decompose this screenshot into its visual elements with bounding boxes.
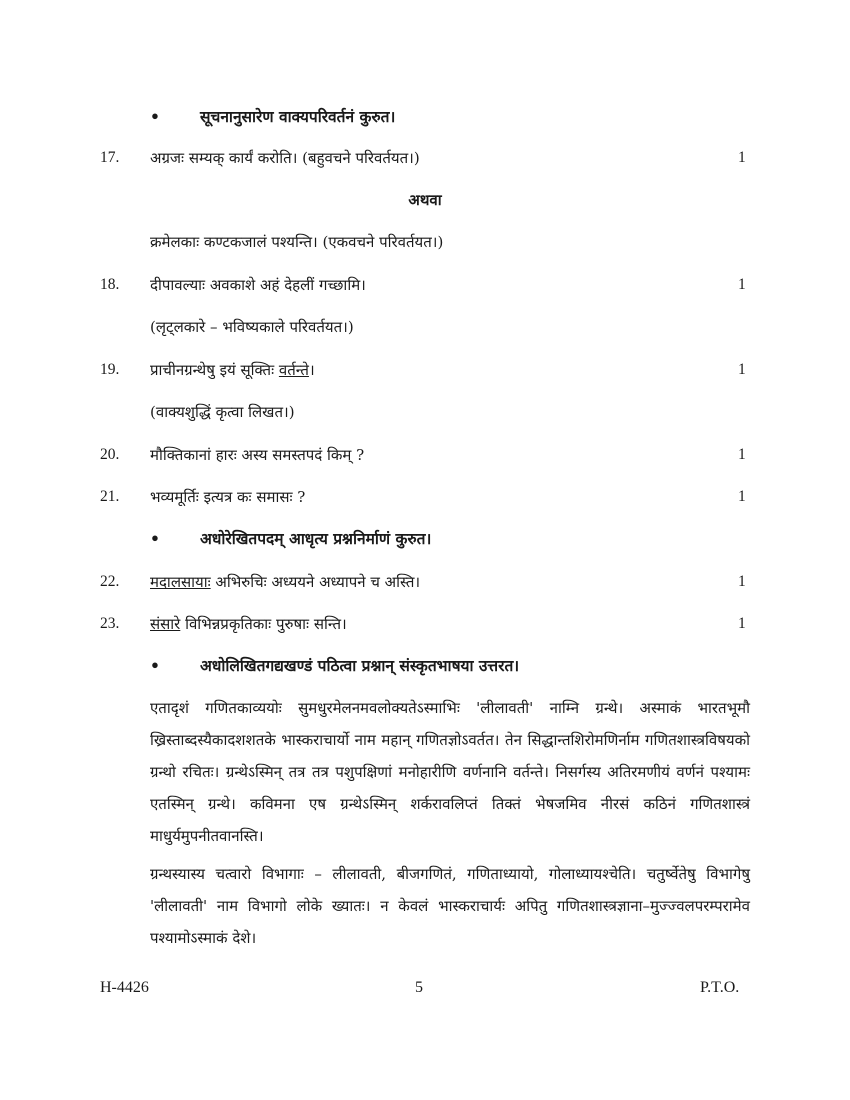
- question-marks: 1: [738, 276, 746, 293]
- bullet-icon: •: [150, 107, 160, 126]
- question-number: 21.: [100, 488, 120, 505]
- instruction-change-voice: [150, 107, 395, 127]
- bullet-icon: •: [150, 656, 160, 675]
- question-text: भव्यमूर्तिः इत्यत्र कः समासः ?: [150, 488, 306, 506]
- question-text-alternative: क्रमेलकाः कण्टकजालं पश्यन्ति। (एकवचने परिवर्तयत।): [150, 233, 444, 251]
- question-marks: 1: [738, 573, 746, 590]
- question-marks: 1: [738, 361, 746, 378]
- or-label: अथवा: [408, 191, 442, 209]
- instruction-text: अधोरेखितपदम् आधृत्य प्रश्ननिर्माणं कुरुत।: [200, 529, 432, 548]
- question-text: [150, 360, 315, 380]
- passage-paragraph-2: ग्रन्थस्यास्य चत्वारो विभागाः – लीलावती, बीजगणितं, गणिताध्यायो, गोलाध्यायश्चेति। चतुर्ष्वेतेषु विभागेषु 'लीलावती' नाम विभागो लोके ख्यातः। न केवलं भास्कराचार्यः अपितु गणितशास्त्रज्ञाना–मुज्ज्वलपरम्परामेव पश्यामोऽस्माकं देशे।: [150, 865, 750, 947]
- underlined-word: वर्तन्ते: [278, 361, 309, 379]
- instruction-make-questions: [150, 529, 431, 549]
- question-text: दीपावल्याः अवकाशे अहं देहलीं गच्छामि।: [150, 276, 366, 294]
- page-number: 5: [415, 979, 423, 996]
- question-text: [150, 572, 420, 592]
- passage: [150, 692, 750, 954]
- question-text: [150, 614, 347, 634]
- question-text-part: ।: [308, 361, 315, 379]
- please-turn-over: P.T.O.: [700, 979, 740, 996]
- underlined-word: संसारे: [150, 615, 181, 633]
- paper-code: H-4426: [100, 979, 149, 996]
- question-text: मौक्तिकानां हारः अस्य समस्तपदं किम् ?: [150, 446, 365, 464]
- question-text-part: अभिरुचिः अध्ययने अध्यापने च अस्ति।: [210, 573, 421, 591]
- question-marks: 1: [738, 488, 746, 505]
- passage-paragraph-1: एतादृशं गणितकाव्ययोः सुमधुरमेलनमवलोक्यतेऽस्माभिः 'लीलावती' नाम्नि ग्रन्थे। अस्माकं भारतभूमौ ख्रिस्ताब्दस्यैकादशशतके भास्कराचार्यो नाम महान् गणितज्ञोऽवर्तत। तेन सिद्धान्तशिरोमणिर्नाम गणितशास्त्रविषयको ग्रन्थो रचितः। ग्रन्थेऽस्मिन् तत्र तत्र पशुपक्षिणां मनोहारीणि वर्णनानि वर्तन्ते। निसर्गस्य अतिरमणीयं वर्णनं पश्यामः एतस्मिन् ग्रन्थे। कविमना एष ग्रन्थेऽस्मिन् शर्करावलिप्तं तिक्तं भेषजमिव नीरसं कठिनं गणितशास्त्रं माधुर्यमुपनीतवानस्ति।: [150, 699, 750, 845]
- question-number: 23.: [100, 615, 120, 632]
- question-number: 19.: [100, 361, 120, 378]
- question-number: 17.: [100, 149, 120, 166]
- question-text-part: विभिन्नप्रकृतिकाः पुरुषाः सन्ति।: [180, 615, 347, 633]
- question-marks: 1: [738, 149, 746, 166]
- underlined-word: मदालसायाः: [150, 573, 211, 591]
- bullet-icon: •: [150, 529, 160, 548]
- question-number: 22.: [100, 573, 120, 590]
- question-text-part: प्राचीनग्रन्थेषु इयं सूक्तिः: [150, 361, 279, 379]
- question-note: (लृट्लकारे – भविष्यकाले परिवर्तयत।): [150, 318, 354, 336]
- question-number: 20.: [100, 446, 120, 463]
- instruction-read-passage: [150, 656, 519, 676]
- question-marks: 1: [738, 615, 746, 632]
- instruction-text: सूचनानुसारेण वाक्यपरिवर्तनं कुरुत।: [200, 107, 396, 126]
- question-marks: 1: [738, 446, 746, 463]
- instruction-text: अधोलिखितगद्यखण्डं पठित्वा प्रश्नान् संस्कृतभाषया उत्तरत।: [200, 656, 520, 675]
- question-text: अग्रजः सम्यक् कार्यं करोति। (बहुवचने परिवर्तयत।): [150, 149, 420, 167]
- question-number: 18.: [100, 276, 120, 293]
- question-note: (वाक्यशुद्धिं कृत्वा लिखत।): [150, 403, 295, 421]
